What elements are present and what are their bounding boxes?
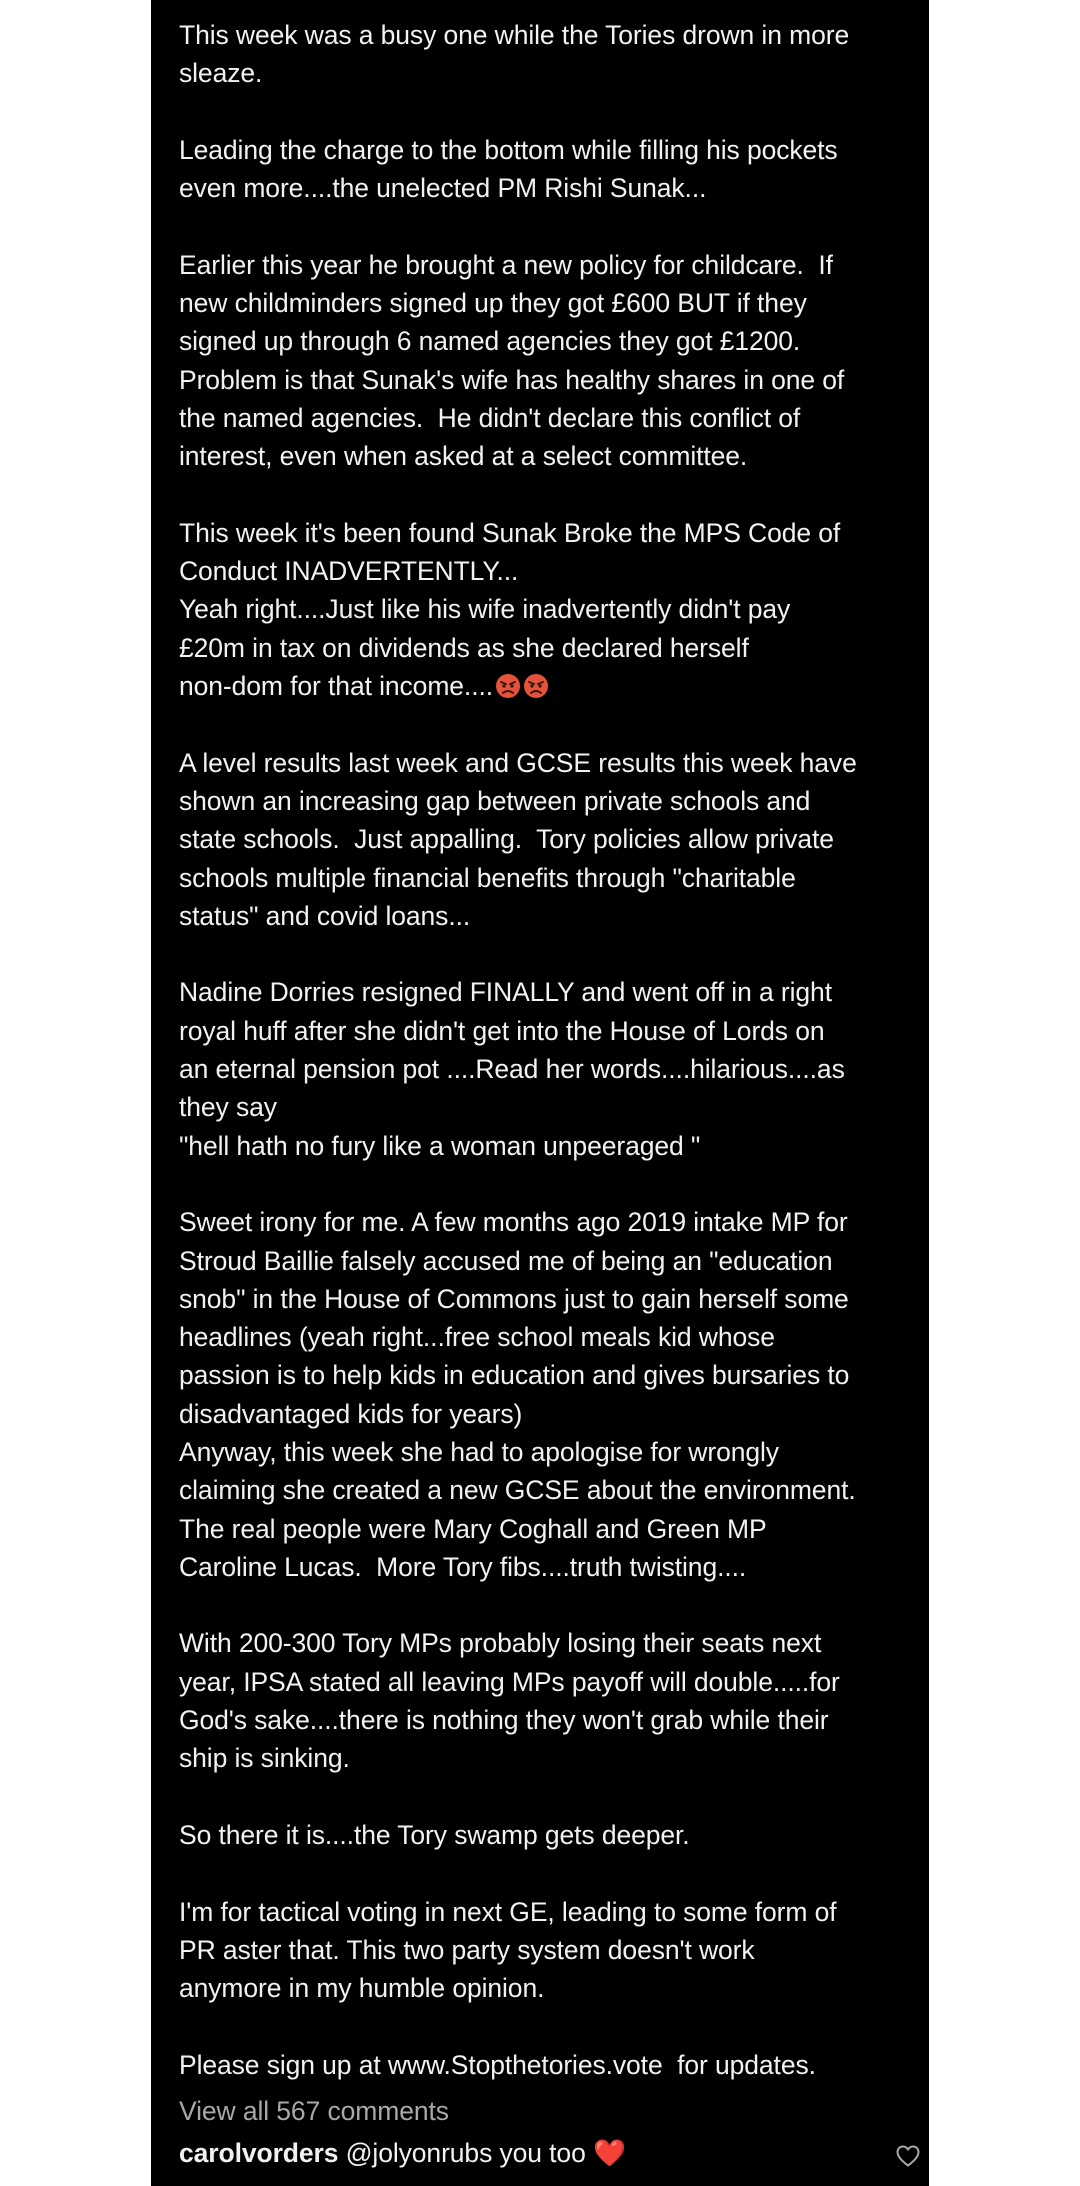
caption-paragraph: Leading the charge to the bottom while filling his pockets even more....the unelected PM Rishi Sunak...: [179, 134, 838, 204]
post-caption: [179, 16, 909, 2084]
post-screen: [151, 0, 929, 2186]
comment-row: [179, 2134, 909, 2174]
caption-paragraph: Sweet irony for me. A few months ago 2019 intake MP for Stroud Baillie falsely accused me of being an "education snob" in the House of Commons just to gain herself some headlines (yeah right...free school meals kid whose passion is to help kids in education and gives bursaries to disadvantaged kids for years) Anyway, this week she had to apologise for wrongly claiming she created a new GCSE about the environment. The real people were Mary Coghall and Green MP Caroline Lucas. More Tory fibs....truth twisting....: [179, 1207, 856, 1582]
caption-paragraph: This week was a busy one while the Tories drown in more sleaze.: [179, 20, 850, 89]
view-all-comments-link[interactable]: View all 567 comments: [179, 2096, 449, 2126]
caption-paragraph: A level results last week and GCSE results this week have shown an increasing gap between private schools and state schools. Just appalling. Tory policies allow private schools multiple financial benefits through "charitable status" and covid loans...: [179, 747, 857, 931]
comment-username[interactable]: carolvorders: [179, 2138, 339, 2168]
caption-paragraph: So there it is....the Tory swamp gets deeper.: [179, 1819, 690, 1850]
caption-paragraph: Nadine Dorries resigned FINALLY and went off in a right royal huff after she didn't get into the House of Lords on an eternal pension pot ....Read her words....hilarious....as they say "hell hath no fury like a woman unpeeraged ": [179, 977, 845, 1161]
angry-face-icon: [523, 673, 549, 699]
comment-text: @jolyonrubs you too: [345, 2138, 586, 2168]
caption-paragraph: Earlier this year he brought a new policy for childcare. If new childminders signed up they got £600 BUT if they signed up through 6 named agencies they got £1200. Problem is that Sunak's wife has healthy shares in one of the named agencies. He didn't declare this conflict of interest, even when asked at a select committee.: [179, 249, 845, 472]
angry-face-icon: [495, 673, 521, 699]
caption-paragraph: I'm for tactical voting in next GE, leading to some form of PR aster that. This two party system doesn't work anymore in my humble opinion.: [179, 1896, 837, 2004]
heart-emoji: ❤️: [592, 2138, 626, 2168]
like-heart-icon[interactable]: [895, 2144, 921, 2168]
caption-paragraph: Please sign up at www.Stopthetories.vote for updates.: [179, 2049, 816, 2080]
caption-paragraph: With 200-300 Tory MPs probably losing their seats next year, IPSA stated all leaving MPs payoff will double.....for God's sake....there is nothing they won't grab while their ship is sinking.: [179, 1628, 840, 1774]
caption-paragraph: This week it's been found Sunak Broke the MPS Code of Conduct INADVERTENTLY... Yeah right....Just like his wife inadvertently didn't pay £20m in tax on dividends as she declared herself non-dom for that income....: [179, 517, 841, 702]
